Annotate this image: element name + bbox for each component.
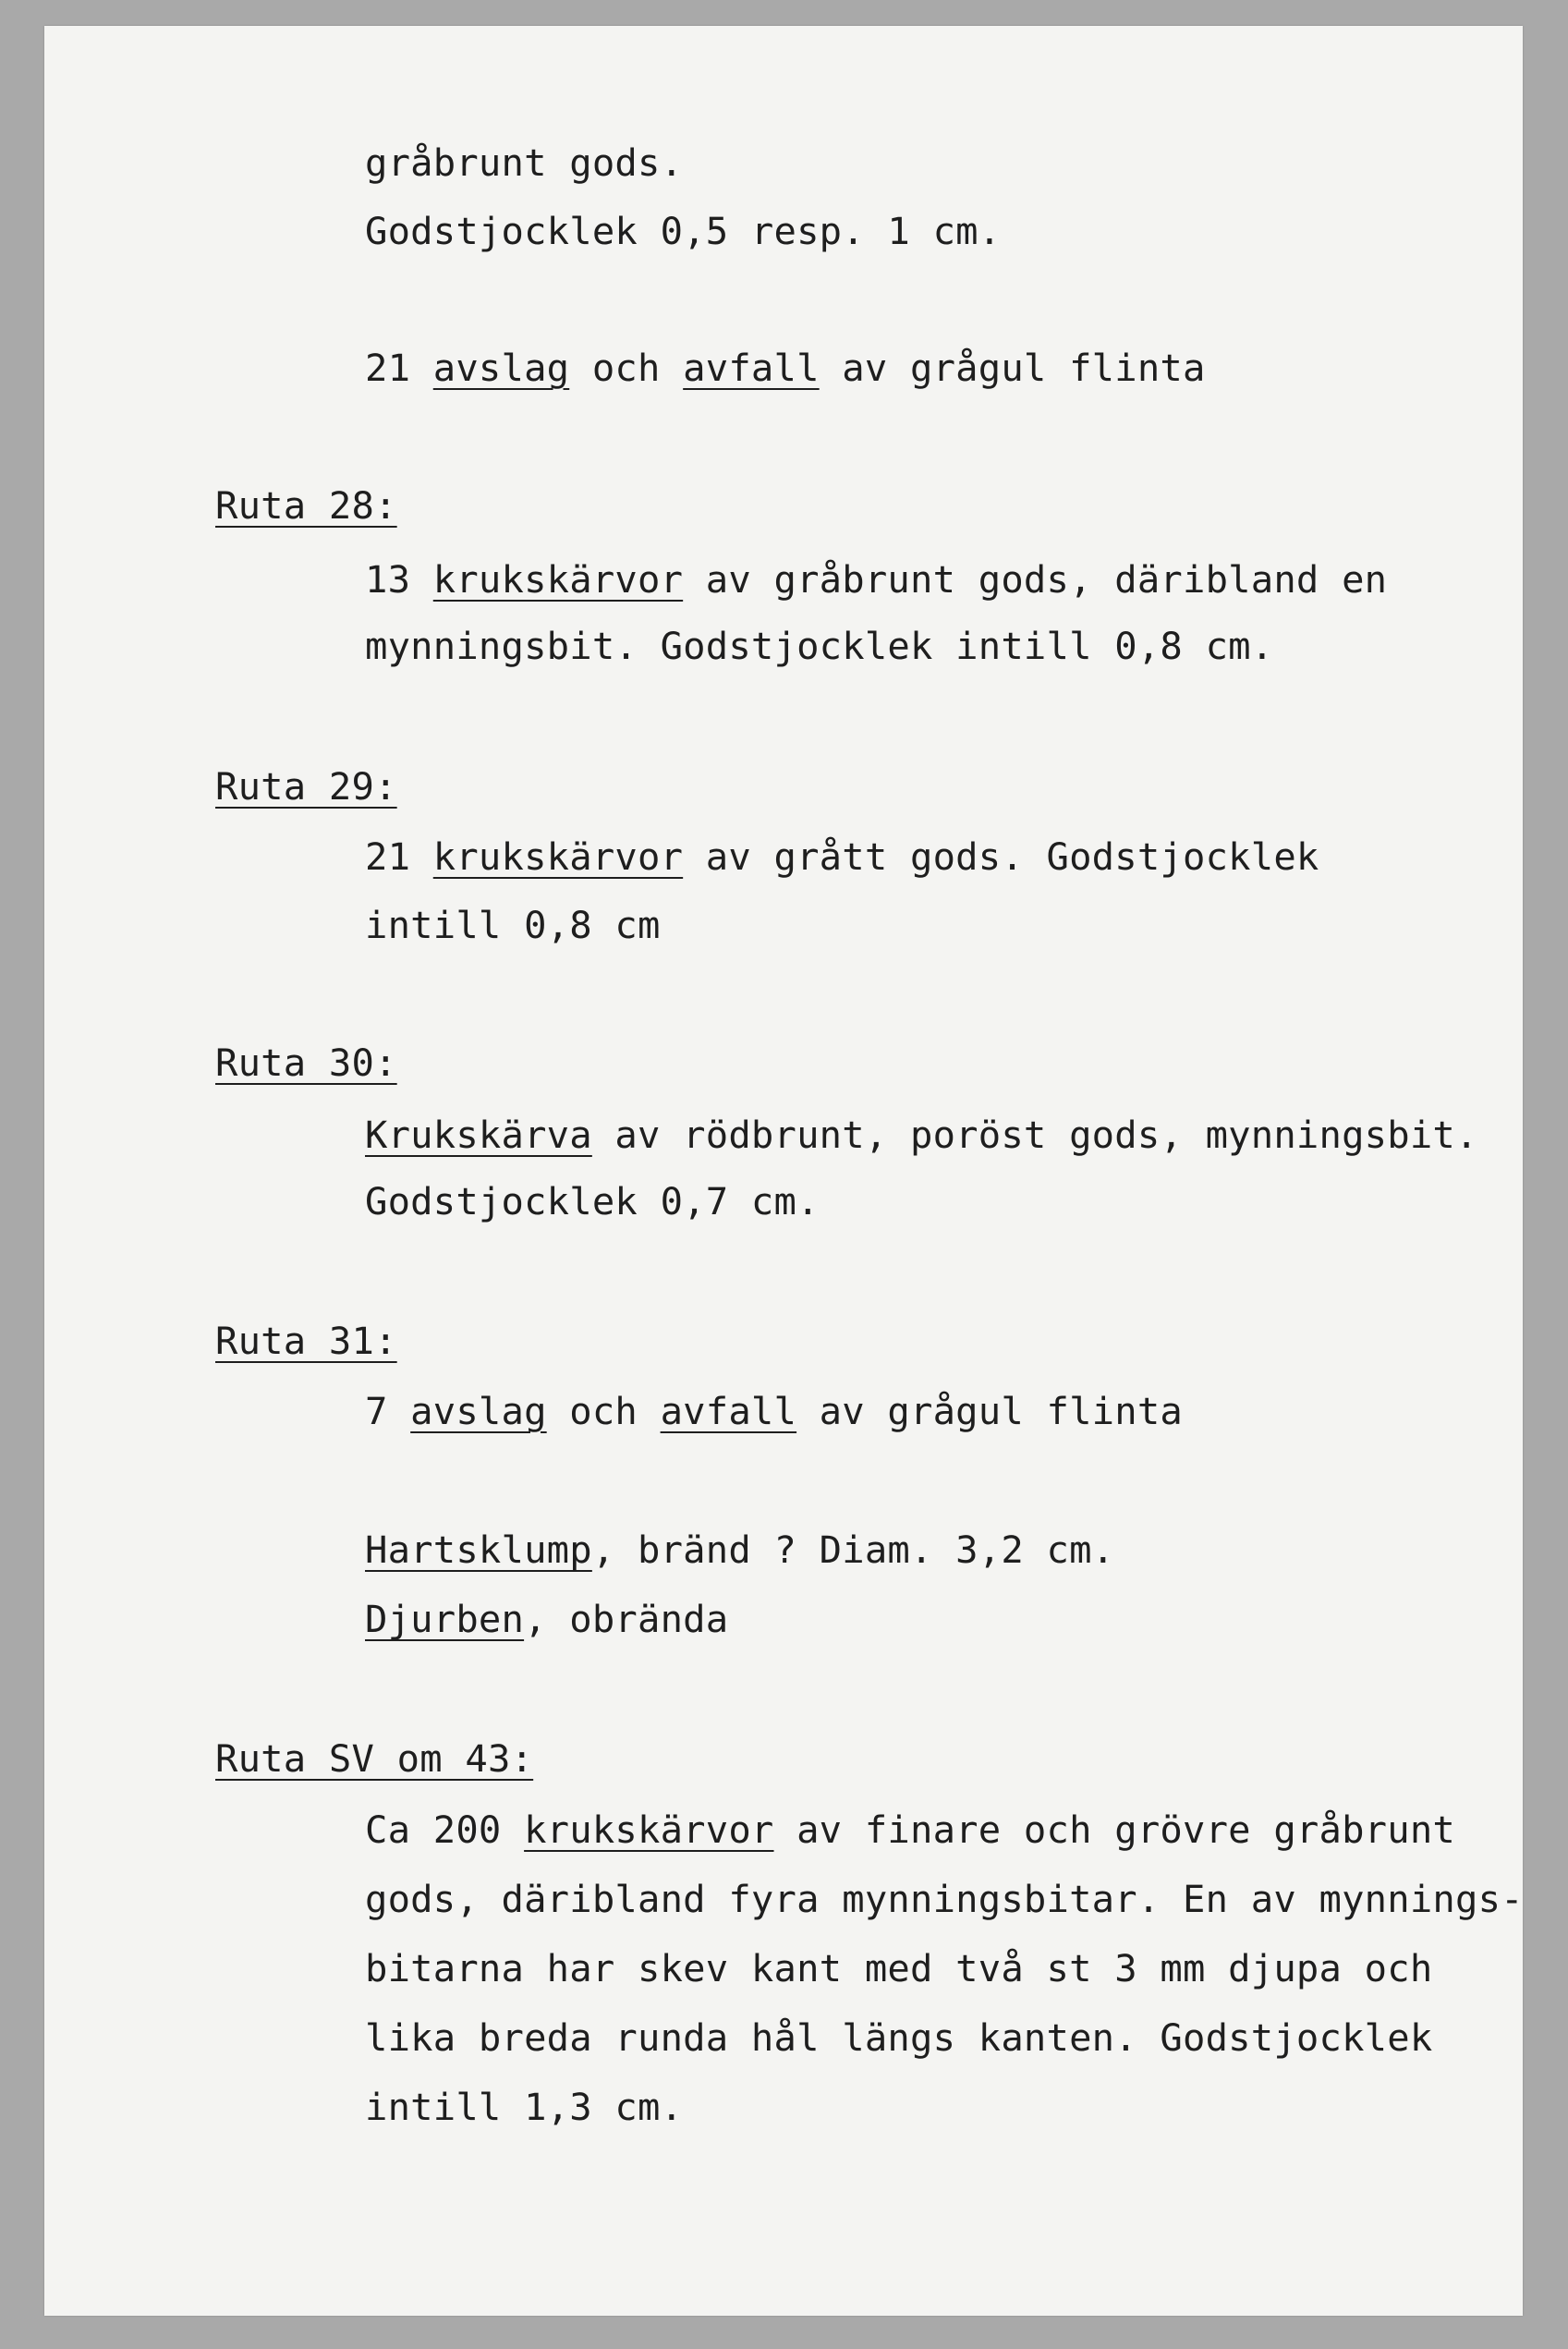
underlined-text: avslag [432,346,570,390]
underlined-text: Ruta 28: [215,483,397,528]
text-segment: Ca 200 [365,1807,525,1852]
underlined-text: krukskärvor [524,1807,774,1852]
text-line [365,1113,1478,1157]
text-segment: av gråbrunt gods, däribland en [683,557,1388,602]
text-segment: mynningsbit. Godstjocklek intill 0,8 cm. [365,624,1274,668]
document-page [44,26,1523,2316]
text-line [365,1877,1524,1921]
text-segment: lika breda runda hål längs kanten. Godstjocklek [365,2015,1433,2060]
text-segment: av grått gods. Godstjocklek [683,834,1319,879]
text-line [365,2085,683,2129]
section-heading [215,483,397,528]
underlined-text: avfall [660,1389,797,1433]
text-segment: gods, däribland fyra mynningsbitar. En av mynnings- [365,1877,1524,1921]
text-line [365,1946,1432,1990]
text-line [365,346,1206,390]
text-segment: av rödbrunt, poröst gods, mynningsbit. [591,1113,1478,1157]
underlined-text: Djurben [365,1597,525,1641]
underlined-text: Ruta 30: [215,1041,397,1085]
text-segment: Godstjocklek 0,5 resp. 1 cm. [365,209,1002,253]
section-heading [215,1736,533,1781]
underlined-text: avslag [410,1389,547,1433]
text-line [365,557,1387,602]
text-segment: Godstjocklek 0,7 cm. [365,1179,820,1223]
underlined-text: Hartsklump [365,1527,592,1572]
text-line [365,834,1319,879]
underlined-text: Ruta SV om 43: [215,1736,534,1781]
text-segment: av grågul flinta [819,346,1206,390]
section-heading [215,1319,397,1363]
text-segment: gråbrunt gods. [365,140,684,185]
text-segment: intill 1,3 cm. [365,2085,684,2129]
text-line [365,1807,1455,1852]
text-segment: av grågul flinta [796,1389,1184,1433]
section-heading [215,1041,397,1085]
text-segment: 21 [365,834,433,879]
text-segment: och [569,346,684,390]
text-line [365,1527,1114,1572]
text-line [365,1389,1183,1433]
text-line [365,209,1001,253]
text-line [365,624,1273,668]
underlined-text: krukskärvor [432,834,684,879]
text-segment: bitarna har skev kant med två st 3 mm djupa och [365,1946,1433,1990]
text-line [365,140,683,185]
text-segment: , bränd ? Diam. 3,2 cm. [591,1527,1115,1572]
underlined-text: avfall [683,346,820,390]
text-segment: , obrända [524,1597,729,1641]
section-heading [215,764,397,809]
text-line [365,2015,1432,2060]
text-segment: och [546,1389,661,1433]
underlined-text: krukskärvor [432,557,684,602]
text-segment: 13 [365,557,433,602]
text-line [365,1179,820,1223]
underlined-text: Ruta 31: [215,1319,397,1363]
text-line [365,903,661,947]
text-segment: 7 [365,1389,411,1433]
underlined-text: Ruta 29: [215,764,397,809]
text-segment: 21 [365,346,433,390]
text-line [365,1597,728,1641]
text-segment: intill 0,8 cm [365,903,661,947]
text-segment: av finare och grövre gråbrunt [773,1807,1456,1852]
underlined-text: Krukskärva [365,1113,592,1157]
